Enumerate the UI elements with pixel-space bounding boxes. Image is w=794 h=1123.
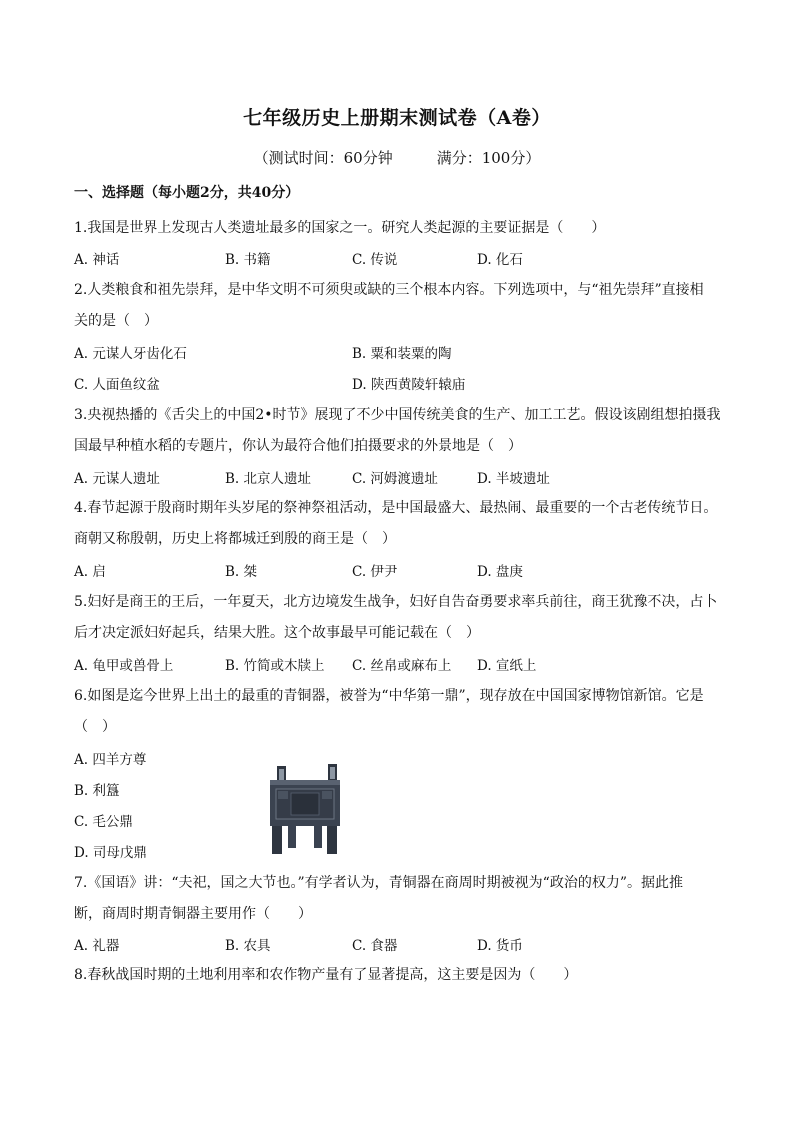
question-2-text: 2.人类粮食和祖先崇拜，是中华文明不可须臾或缺的三个根本内容。下列选项中，与“祖先崇拜”直接相 — [74, 282, 704, 298]
question-7-option-c: C. 食器 — [352, 938, 398, 954]
question-6-text: 6.如图是迄今世界上出土的最重的青铜器，被誉为“中华第一鼎”，现存放在中国国家博物馆新馆。它是 — [74, 688, 704, 704]
question-8-text: 8.春秋战国时期的土地利用率和农作物产量有了显著提高，这主要是因为（ ） — [74, 967, 578, 983]
question-2-option-c: C. 人面鱼纹盆 — [74, 377, 160, 393]
question-1-option-d: D. 化石 — [477, 252, 523, 268]
question-5-text-cont: 后才决定派妇好起兵，结果大胜。这个故事最早可能记载在（ ） — [74, 625, 480, 641]
question-6-option-a: A. 四羊方尊 — [74, 752, 147, 768]
question-3-option-d: D. 半坡遗址 — [477, 471, 550, 487]
question-4-option-d: D. 盘庚 — [477, 564, 523, 580]
question-5-option-c: C. 丝帛或麻布上 — [352, 658, 452, 674]
bronze-ding-image — [267, 762, 343, 858]
question-7-option-b: B. 农具 — [225, 938, 271, 954]
question-4-option-a: A. 启 — [74, 564, 106, 580]
question-3-text: 3.央视热播的《舌尖上的中国2•时节》展现了不少中国传统美食的生产、加工工艺。假设该剧组想拍摄我 — [74, 407, 721, 423]
question-1-text: 1.我国是世界上发现古人类遗址最多的国家之一。研究人类起源的主要证据是（ ） — [74, 220, 606, 236]
exam-info — [0, 147, 794, 168]
question-2-text-cont: 关的是（ ） — [74, 313, 158, 329]
question-1-option-b: B. 书籍 — [225, 252, 271, 268]
question-3-option-c: C. 河姆渡遗址 — [352, 471, 438, 487]
question-4-text-cont: 商朝又称殷朝，历史上将都城迁到殷的商王是（ ） — [74, 531, 396, 547]
question-7-text: 7.《国语》讲：“夫祀，国之大节也。”有学者认为，青铜器在商周时期被视为“政治的权力”。据此推 — [74, 875, 683, 891]
question-6-text-cont: （ ） — [74, 719, 116, 735]
question-1-option-c: C. 传说 — [352, 252, 398, 268]
question-4-option-c: C. 伊尹 — [352, 564, 398, 580]
exam-score: 满分：100分） — [436, 149, 541, 167]
question-5-option-d: D. 宣纸上 — [477, 658, 537, 674]
question-3-option-b: B. 北京人遗址 — [225, 471, 312, 487]
question-3-option-a: A. 元谋人遗址 — [74, 471, 160, 487]
question-2-option-d: D. 陕西黄陵轩辕庙 — [352, 377, 466, 393]
page-title: 七年级历史上册期末测试卷（A卷） — [243, 107, 551, 129]
question-4-text: 4.春节起源于殷商时期年头岁尾的祭神祭祖活动，是中国最盛大、最热闹、最重要的一个古老传统节日。 — [74, 500, 718, 516]
question-5-option-a: A. 龟甲或兽骨上 — [74, 658, 174, 674]
question-7-text-cont: 断，商周时期青铜器主要用作（ ） — [74, 906, 312, 922]
question-3-text-cont: 国最早种植水稻的专题片，你认为最符合他们拍摄要求的外景地是（ ） — [74, 438, 522, 454]
question-2-option-b: B. 粟和装粟的陶 — [352, 346, 452, 362]
question-5-text: 5.妇好是商王的王后，一年夏天，北方边境发生战争，妇好自告奋勇要求率兵前往，商王犹豫不决，占卜 — [74, 594, 718, 610]
question-6-option-d: D. 司母戊鼎 — [74, 845, 147, 861]
question-7-option-a: A. 礼器 — [74, 938, 120, 954]
section-heading: 一、选择题（每小题2分，共40分） — [74, 185, 300, 201]
question-5-option-b: B. 竹简或木牍上 — [225, 658, 325, 674]
exam-time: （测试时间：60分钟 — [253, 149, 393, 167]
question-4-option-b: B. 桀 — [225, 564, 258, 580]
question-6-option-b: B. 利簋 — [74, 783, 120, 799]
question-7-option-d: D. 货币 — [477, 938, 523, 954]
question-1-option-a: A. 神话 — [74, 252, 120, 268]
question-6-option-c: C. 毛公鼎 — [74, 814, 133, 830]
question-2-option-a: A. 元谋人牙齿化石 — [74, 346, 187, 362]
